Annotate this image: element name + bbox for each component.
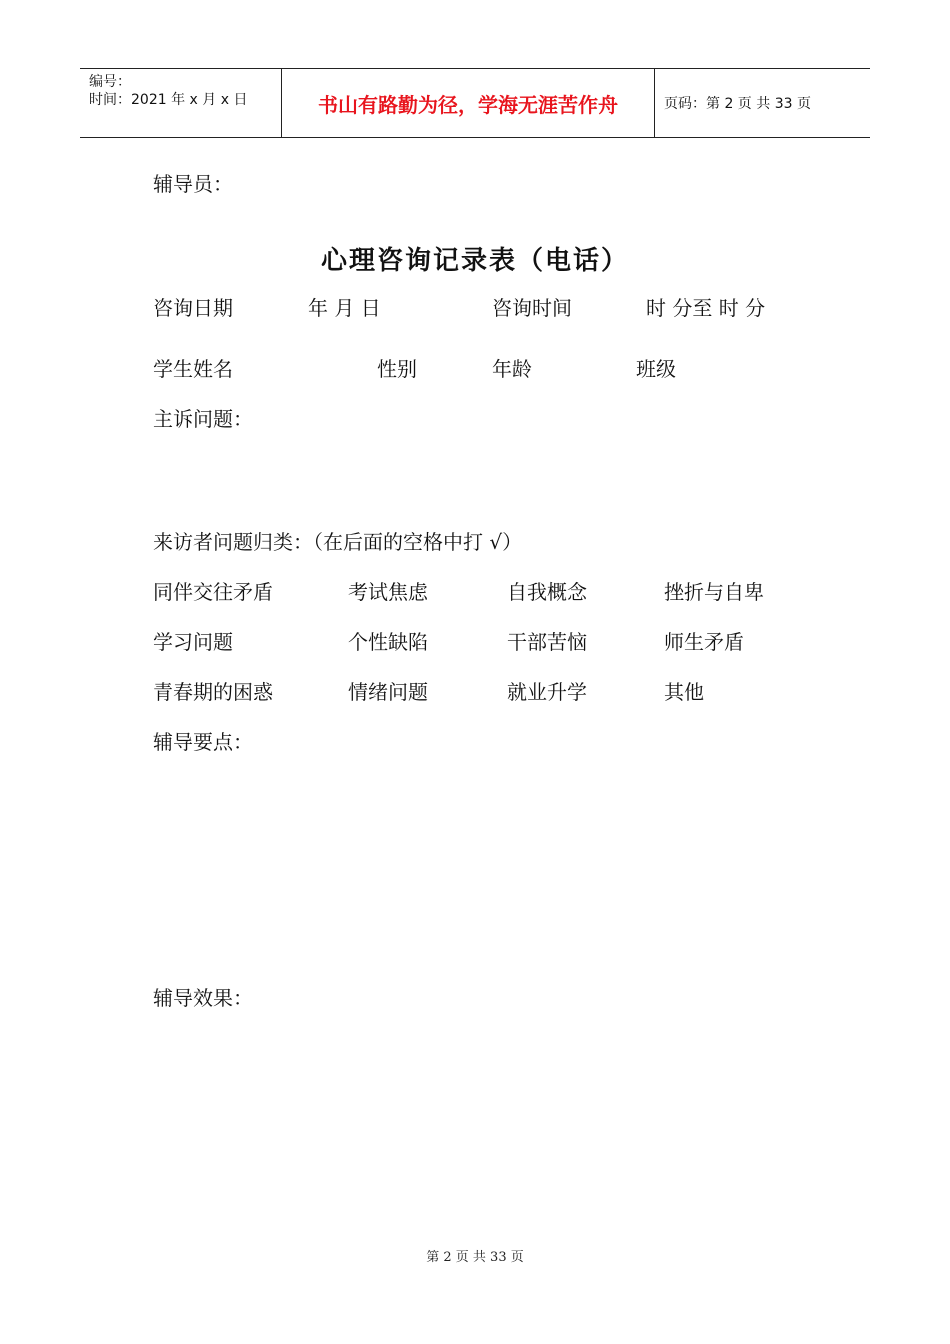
header-page-label: 页码：第 2 页 共 33 页 [664,96,811,112]
student-name-label: 学生姓名 [153,357,233,381]
guidance-effect-label: 辅导效果： [153,986,253,1010]
header-motto: 书山有路勤为径，学海无涯苦作舟 [318,92,618,117]
age-label: 年龄 [492,357,532,381]
category-item: 师生矛盾 [664,630,744,654]
category-item: 考试焦虑 [348,580,428,604]
guidance-points-label: 辅导要点： [153,730,253,754]
category-label: 来访者问题归类：（在后面的空格中打 √） [153,530,523,554]
category-item: 同伴交往矛盾 [153,580,273,604]
time-label: 时间：2021 年 x 月 x 日 [89,92,248,108]
number-label: 编号： [89,74,131,90]
category-item: 自我概念 [507,580,587,604]
form-title: 心理咨询记录表（电话） [320,246,629,276]
consult-date-units: 年 月 日 [308,296,381,320]
category-item: 学习问题 [153,630,233,654]
page-footer: 第 2 页 共 33 页 [426,1250,524,1265]
consult-time-label: 咨询时间 [492,296,572,320]
header-divider [654,69,655,137]
category-item: 挫折与自卑 [664,580,764,604]
category-item: 就业升学 [507,680,587,704]
category-item: 其他 [664,680,704,704]
consult-date-label: 咨询日期 [153,296,233,320]
gender-label: 性别 [377,357,417,381]
category-item: 青春期的困惑 [153,680,273,704]
header-meta [89,73,247,109]
counselor-label: 辅导员： [153,172,233,196]
consult-time-units: 时 分至 时 分 [646,296,766,320]
category-item: 干部苦恼 [507,630,587,654]
category-item: 个性缺陷 [348,630,428,654]
page-header [80,68,870,138]
complaint-label: 主诉问题： [153,407,253,431]
category-item: 情绪问题 [348,680,428,704]
class-label: 班级 [636,357,676,381]
